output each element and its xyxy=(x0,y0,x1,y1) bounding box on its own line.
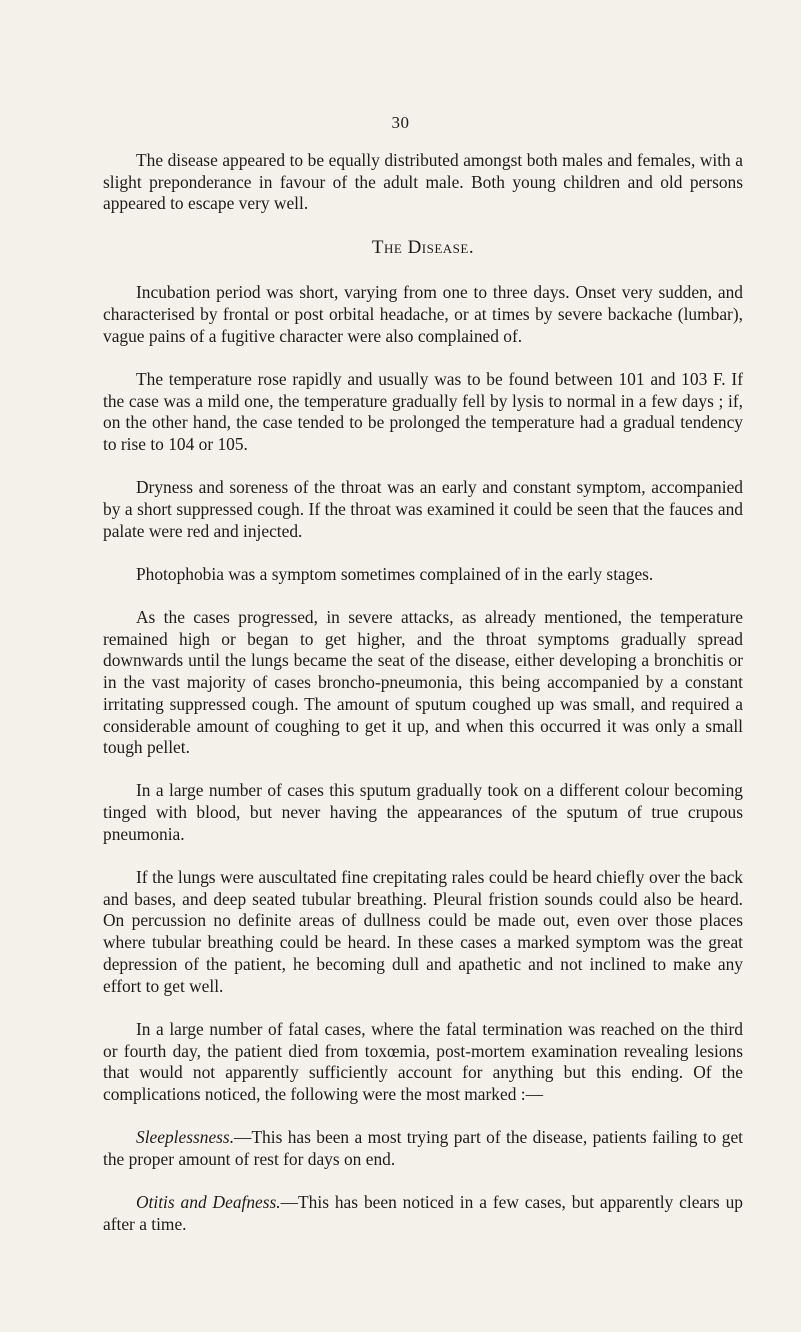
paragraph-fatal-cases: In a large number of fatal cases, where the fatal termination was reached on the third or fourth day, the patient died from toxœmia, post-mortem examination revealing lesions that would not apparently sufficiently account for anything but this ending. Of the complications noticed, the following were the most marked :— xyxy=(103,1018,743,1104)
page-body xyxy=(103,150,743,1257)
section-heading: The Disease. xyxy=(371,236,475,258)
complication-text: —This has been a most trying part of the disease, patients failing to get the proper amount of rest for days on end. xyxy=(103,1127,743,1169)
intro-paragraph: The disease appeared to be equally distributed amongst both males and females, with a slight preponderance in favour of the adult male. Both young children and old persons appeared to escape very well. xyxy=(103,150,743,214)
paragraph-throat: Dryness and soreness of the throat was an early and constant symptom, accompanied by a short suppressed cough. If the throat was examined it could be seen that the fauces and palate were red and injected. xyxy=(103,477,743,541)
complication-otitis xyxy=(103,1192,743,1235)
paragraph-temperature: The temperature rose rapidly and usually was to be found between 101 and 103 F. If the case was a mild one, the temperature gradually fell by lysis to normal in a few days ; if, on the other hand, the case tended to be prolonged the temperature had a gradual tendency to rise to 104 or 105. xyxy=(103,368,743,455)
complication-sleeplessness xyxy=(103,1127,743,1170)
paragraph-incubation: Incubation period was short, varying from one to three days. Onset very sudden, and characterised by frontal or post orbital headache, or at times by severe backache (lumbar), vague pains of a fugitive character were also complained of. xyxy=(103,282,743,346)
complication-text: —This has been noticed in a few cases, but apparently clears up after a time. xyxy=(103,1192,743,1234)
paragraph-auscultation: If the lungs were auscultated fine crepitating rales could be heard chiefly over the back and bases, and deep seated tubular breathing. Pleural fristion sounds could also be heard. On percussion no definite areas of dullness could be made out, even over those places where tubular breathing could be heard. In these cases a marked symptom was the great depression of the patient, he becoming dull and apathetic and not inclined to make any effort to get well. xyxy=(103,867,743,996)
paragraph-photophobia: Photophobia was a symptom sometimes complained of in the early stages. xyxy=(136,563,654,584)
paragraph-progression: As the cases progressed, in severe attacks, as already mentioned, the temperature remained high or began to get higher, and the throat symptoms gradually spread downwards until the lungs became the seat of the disease, either developing a bronchitis or in the vast majority of cases broncho-pneumonia, this being accompanied by a constant irritating suppressed cough. The amount of sputum coughed up was small, and required a considerable amount of coughing to get it up, and when this occurred it was only a small tough pellet. xyxy=(103,607,743,758)
paragraph-sputum: In a large number of cases this sputum gradually took on a different colour becoming tinged with blood, but never having the appearances of the sputum of true crupous pneumonia. xyxy=(103,780,743,844)
complication-term: Otitis and Deafness. xyxy=(136,1192,281,1213)
page-number: 30 xyxy=(391,113,410,132)
complication-term: Sleeplessness. xyxy=(136,1127,235,1148)
